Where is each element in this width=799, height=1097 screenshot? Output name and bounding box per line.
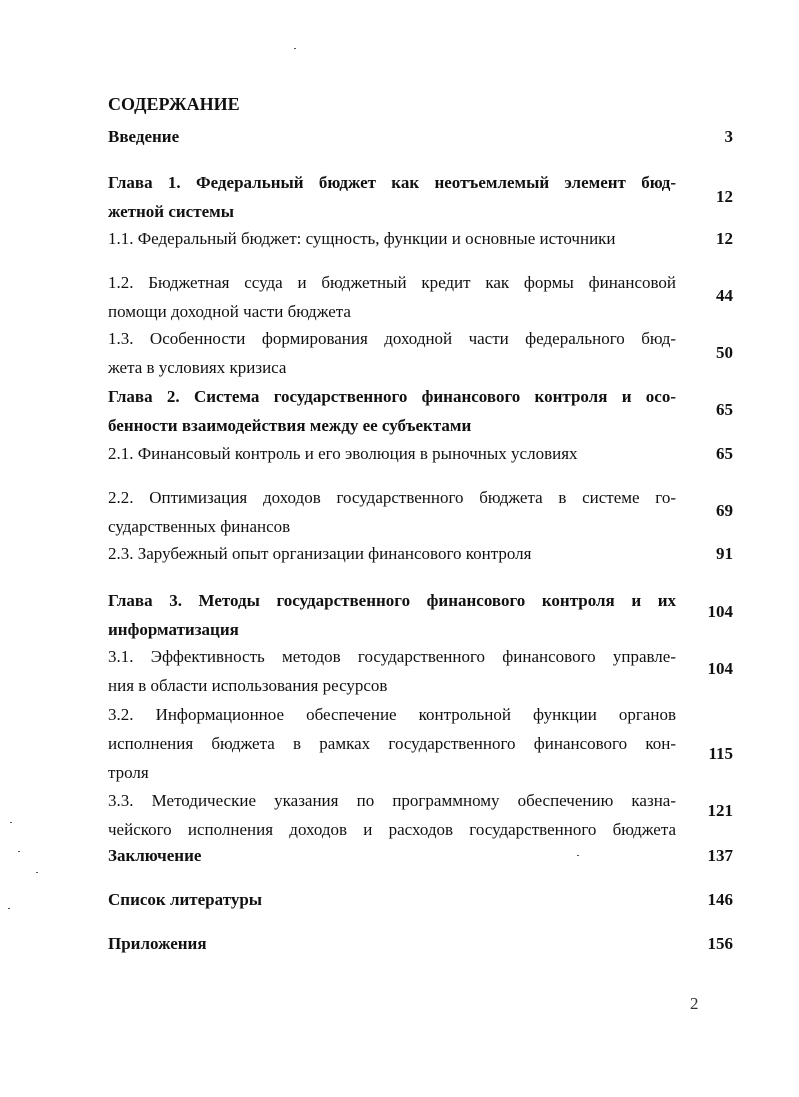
toc-page-2-1: 65 <box>716 444 733 463</box>
toc-entry-3-2 <box>108 700 676 787</box>
toc-entry-chapter-2 <box>108 382 676 440</box>
toc-line: Глава 1. Федеральный бюджет как неотъемлемый элемент бюд- <box>108 173 676 192</box>
toc-page-1-1: 12 <box>716 229 733 248</box>
toc-page-conclusion: 137 <box>707 846 733 865</box>
toc-line: бенности взаимодействия между ее субъектами <box>108 416 472 435</box>
toc-entry-2-1: 2.1. Финансовый контроль и его эволюция в рыночных условиях <box>108 444 578 463</box>
toc-page-1-2: 44 <box>716 286 733 305</box>
toc-entry-3-3 <box>108 786 676 844</box>
toc-page-3-1: 104 <box>707 659 733 678</box>
toc-entry-1-2 <box>108 268 676 326</box>
toc-entry-conclusion: Заключение <box>108 846 202 865</box>
toc-line: 3.2. Информационное обеспечение контрольной функции органов <box>108 705 676 724</box>
toc-line: жетной системы <box>108 202 234 221</box>
toc-line: сударственных финансов <box>108 517 291 536</box>
toc-page-2-3: 91 <box>716 544 733 563</box>
toc-line: жета в условиях кризиса <box>108 358 287 377</box>
toc-entry-appendices: Приложения <box>108 934 207 953</box>
toc-line: информатизация <box>108 620 239 639</box>
scan-speck <box>18 851 20 852</box>
toc-line: троля <box>108 763 149 782</box>
scan-speck <box>10 822 12 823</box>
toc-line: ния в области использования ресурсов <box>108 676 388 695</box>
toc-line: Глава 2. Система государственного финансового контроля и осо- <box>108 387 676 406</box>
toc-page-bibliography: 146 <box>707 890 733 909</box>
page-number: 2 <box>690 994 699 1013</box>
scan-speck <box>577 855 579 856</box>
toc-line: исполнения бюджета в рамках государственного финансового кон- <box>108 734 676 753</box>
toc-page-1-3: 50 <box>716 343 733 362</box>
toc-page-chapter-2: 65 <box>716 400 733 419</box>
toc-page-chapter-1: 12 <box>716 187 733 206</box>
page-title: СОДЕРЖАНИЕ <box>108 94 240 114</box>
toc-line: 2.2. Оптимизация доходов государственного бюджета в системе го- <box>108 488 676 507</box>
toc-entry-introduction: Введение <box>108 127 180 146</box>
scan-speck <box>8 908 10 909</box>
toc-page-appendices: 156 <box>707 934 733 953</box>
toc-line: 3.3. Методические указания по программному обеспечению казна- <box>108 791 676 810</box>
toc-entry-1-1: 1.1. Федеральный бюджет: сущность, функции и основные источники <box>108 229 616 248</box>
toc-line: помощи доходной части бюджета <box>108 302 351 321</box>
toc-line: 3.1. Эффективность методов государственного финансового управле- <box>108 647 676 666</box>
toc-page-3-2: 115 <box>708 744 733 763</box>
toc-entry-bibliography: Список литературы <box>108 890 263 909</box>
toc-page-chapter-3: 104 <box>707 602 733 621</box>
scan-speck <box>36 872 38 873</box>
toc-page-2-2: 69 <box>716 501 733 520</box>
toc-entry-chapter-3 <box>108 586 676 644</box>
toc-page-introduction: 3 <box>724 127 733 146</box>
toc-entry-1-3 <box>108 324 676 382</box>
toc-line: 1.3. Особенности формирования доходной части федерального бюд- <box>108 329 676 348</box>
toc-entry-2-3: 2.3. Зарубежный опыт организации финансового контроля <box>108 544 532 563</box>
toc-entry-chapter-1 <box>108 168 676 226</box>
toc-entry-2-2 <box>108 483 676 541</box>
toc-line: Глава 3. Методы государственного финансового контроля и их <box>108 591 676 610</box>
toc-page-3-3: 121 <box>707 801 733 820</box>
toc-line: 1.2. Бюджетная ссуда и бюджетный кредит как формы финансовой <box>108 273 676 292</box>
scan-speck <box>294 48 296 49</box>
toc-line: чейского исполнения доходов и расходов государственного бюджета <box>108 820 676 839</box>
toc-entry-3-1 <box>108 642 676 700</box>
